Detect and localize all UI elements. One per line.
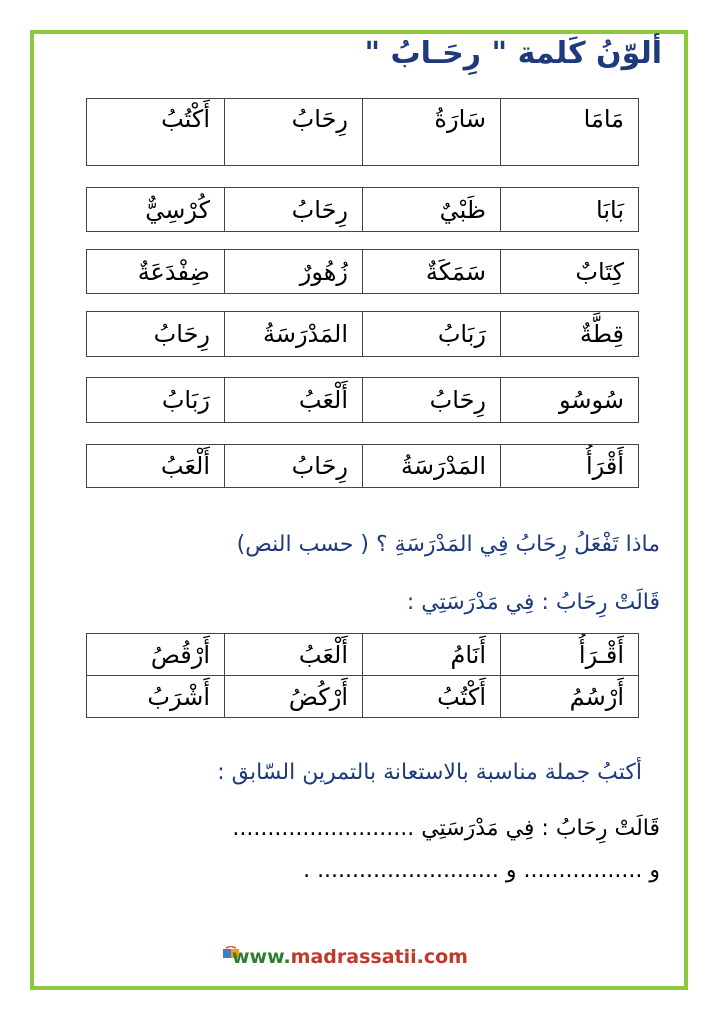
- table-row: [87, 250, 639, 294]
- answer-line-2[interactable]: و ................. و .......................... .: [303, 858, 660, 883]
- word-cell[interactable]: زُهُورٌ: [225, 250, 363, 294]
- footer-url-site: madrassatii.com: [290, 946, 468, 968]
- word-cell[interactable]: رِحَابُ: [87, 312, 225, 357]
- page-title: ألوّنُ كَلمة " رِحَـابُ ": [364, 36, 662, 71]
- table-row: [87, 312, 639, 357]
- word-cell[interactable]: مَامَا: [501, 99, 639, 166]
- word-table-5: [86, 377, 639, 423]
- word-table-1: [86, 98, 639, 166]
- word-cell[interactable]: رِحَابُ: [225, 99, 363, 166]
- page-border: [30, 30, 688, 990]
- table-row: [87, 445, 639, 488]
- table-row: [87, 676, 639, 718]
- verb-cell: أَرْقُصُ: [87, 634, 225, 676]
- answer-line-1[interactable]: قَالَتْ رِحَابُ : فِي مَدْرَسَتِي ..........................: [232, 816, 660, 841]
- word-cell[interactable]: كُرْسِيٌّ: [87, 188, 225, 232]
- footer-url-prefix: www.: [232, 946, 291, 968]
- word-cell[interactable]: سَمَكَةٌ: [363, 250, 501, 294]
- table-row: [87, 634, 639, 676]
- word-cell[interactable]: ظَبْيٌ: [363, 188, 501, 232]
- word-cell[interactable]: كِتَابٌ: [501, 250, 639, 294]
- verb-cell: أَشْرَبُ: [87, 676, 225, 718]
- word-cell[interactable]: أَلْعَبُ: [87, 445, 225, 488]
- verb-cell: أَلْعَبُ: [225, 634, 363, 676]
- word-cell[interactable]: رِحَابُ: [225, 188, 363, 232]
- verbs-table: [86, 633, 639, 718]
- word-cell[interactable]: ضِفْدَعَةٌ: [87, 250, 225, 294]
- word-cell[interactable]: أَقْرَأُ: [501, 445, 639, 488]
- footer-url[interactable]: [232, 946, 468, 968]
- word-cell[interactable]: قِطَّةٌ: [501, 312, 639, 357]
- word-cell[interactable]: أَلْعَبُ: [225, 378, 363, 423]
- word-cell[interactable]: رَبَابُ: [363, 312, 501, 357]
- word-table-2: [86, 187, 639, 232]
- word-cell[interactable]: سُوسُو: [501, 378, 639, 423]
- word-cell[interactable]: المَدْرَسَةُ: [225, 312, 363, 357]
- verb-cell: أَنَامُ: [363, 634, 501, 676]
- verb-cell: أَقْـرَأُ: [501, 634, 639, 676]
- table-row: [87, 188, 639, 232]
- word-table-4: [86, 311, 639, 357]
- word-table-3: [86, 249, 639, 294]
- word-table-6: [86, 444, 639, 488]
- word-cell[interactable]: رَبَابُ: [87, 378, 225, 423]
- table-row: [87, 378, 639, 423]
- instruction-text: أكتبُ جملة مناسبة بالاستعانة بالتمرين السّابق :: [217, 760, 642, 785]
- word-cell[interactable]: رِحَابُ: [225, 445, 363, 488]
- question-text: ماذا تَفْعَلُ رِحَابُ فِي المَدْرَسَةِ ؟ ( حسب النص): [236, 532, 660, 557]
- word-cell[interactable]: بَابَا: [501, 188, 639, 232]
- verb-cell: أَرْسُمُ: [501, 676, 639, 718]
- word-cell[interactable]: رِحَابُ: [363, 378, 501, 423]
- verb-cell: أَرْكُضُ: [225, 676, 363, 718]
- word-cell[interactable]: المَدْرَسَةُ: [363, 445, 501, 488]
- said-line: قَالَتْ رِحَابُ : فِي مَدْرَسَتِي :: [406, 590, 660, 615]
- table-row: [87, 99, 639, 166]
- verb-cell: أَكْتُبُ: [363, 676, 501, 718]
- word-cell[interactable]: سَارَةُ: [363, 99, 501, 166]
- word-cell[interactable]: أَكْتُبُ: [87, 99, 225, 166]
